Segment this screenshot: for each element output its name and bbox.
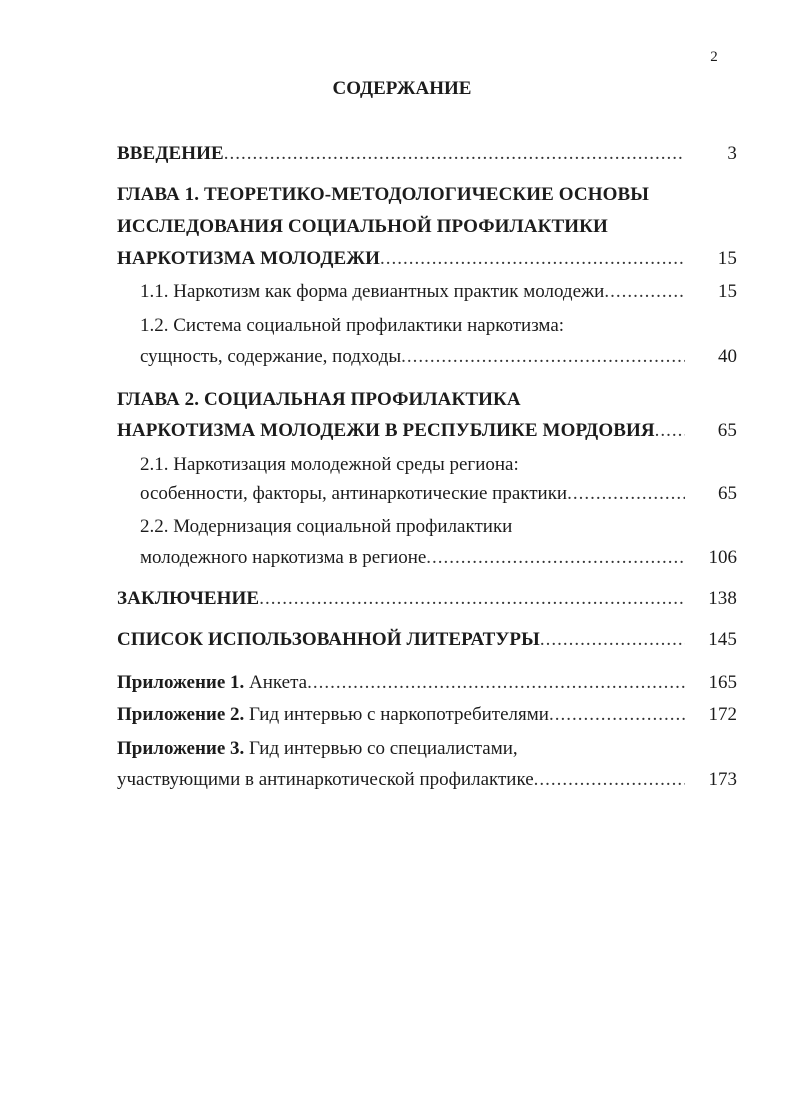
section-1-2-title-line1[interactable]: 1.2. Система социальной профилактики наркотизма:	[140, 315, 565, 336]
toc-entry-label: СПИСОК ИСПОЛЬЗОВАННОЙ ЛИТЕРАТУРЫ	[117, 629, 540, 650]
toc-entry-section-2-2[interactable]	[140, 543, 737, 573]
appendix-title: Гид интервью со специалистами,	[249, 738, 518, 759]
toc-entry-label: ВВЕДЕНИЕ	[117, 143, 224, 164]
dot-leader	[307, 668, 685, 698]
dot-leader	[259, 584, 685, 614]
toc-entry-section-2-1[interactable]	[140, 479, 737, 509]
toc-page-number: 65	[717, 420, 737, 441]
toc-entry-label: НАРКОТИЗМА МОЛОДЕЖИ	[117, 248, 381, 269]
toc-entry-section-1-1[interactable]	[140, 277, 737, 307]
chapter1-title-line1[interactable]: ГЛАВА 1. ТЕОРЕТИКО-МЕТОДОЛОГИЧЕСКИЕ ОСНОВЫ	[117, 184, 650, 205]
toc-page-number: 172	[708, 704, 737, 725]
toc-entry-label: участвующими в антинаркотической профилактике	[117, 769, 534, 790]
dot-leader	[549, 700, 685, 730]
dot-leader	[540, 625, 685, 655]
toc-entry-label: 1.1. Наркотизм как форма девиантных практик молодежи	[140, 281, 605, 302]
toc-entry-label: НАРКОТИЗМА МОЛОДЕЖИ В РЕСПУБЛИКЕ МОРДОВИЯ	[117, 420, 655, 441]
dot-leader	[604, 277, 685, 307]
appendix-3-title-line1[interactable]	[117, 734, 737, 764]
dot-leader	[655, 416, 685, 446]
toc-entry-appendix-3[interactable]	[117, 765, 737, 795]
toc-page-number: 138	[708, 588, 737, 609]
chapter1-title-line2[interactable]: ИССЛЕДОВАНИЯ СОЦИАЛЬНОЙ ПРОФИЛАКТИКИ	[117, 216, 608, 237]
section-2-2-title-line1[interactable]: 2.2. Модернизация социальной профилактики	[140, 516, 513, 537]
toc-entry-section-1-2[interactable]	[140, 342, 737, 372]
toc-entry-intro[interactable]	[117, 139, 737, 169]
toc-page-number: 65	[718, 483, 737, 504]
appendix-title: Гид интервью с наркопотребителями	[249, 704, 549, 725]
appendix-label: Приложение 2.	[117, 704, 245, 725]
page-title: СОДЕРЖАНИЕ	[332, 78, 472, 99]
dot-leader	[401, 342, 685, 372]
toc-page-number: 173	[708, 769, 737, 790]
dot-leader	[567, 479, 685, 509]
toc-entry-chapter2[interactable]	[117, 416, 737, 446]
toc-entry-label: сущность, содержание, подходы	[140, 346, 402, 367]
dot-leader	[380, 244, 685, 274]
section-2-1-title-line1[interactable]: 2.1. Наркотизация молодежной среды региона:	[140, 454, 519, 475]
toc-entry-chapter1[interactable]	[117, 244, 737, 274]
chapter2-title-line1[interactable]: ГЛАВА 2. СОЦИАЛЬНАЯ ПРОФИЛАКТИКА	[117, 389, 521, 410]
page-number: 2	[710, 49, 718, 65]
toc-page-number: 145	[708, 629, 737, 650]
toc-page-number: 40	[718, 346, 737, 367]
toc-entry-appendix-2[interactable]	[117, 700, 737, 730]
dot-leader	[426, 543, 685, 573]
appendix-label: Приложение 3.	[117, 738, 245, 759]
toc-entry-label: ЗАКЛЮЧЕНИЕ	[117, 588, 260, 609]
dot-leader	[224, 139, 685, 169]
toc-entry-conclusion[interactable]	[117, 584, 737, 614]
toc-page-number: 3	[727, 143, 737, 164]
toc-page-number: 106	[708, 547, 737, 568]
toc-entry-label: особенности, факторы, антинаркотические практики	[140, 483, 568, 504]
toc-page-number: 165	[708, 672, 737, 693]
toc-entry-references[interactable]	[117, 625, 737, 655]
toc-entry-appendix-1[interactable]	[117, 668, 737, 698]
toc-page-number: 15	[717, 248, 737, 269]
toc-entry-label: молодежного наркотизма в регионе	[140, 547, 427, 568]
appendix-title: Анкета	[249, 672, 308, 693]
dot-leader	[534, 765, 685, 795]
toc-page-number: 15	[718, 281, 737, 302]
appendix-label: Приложение 1.	[117, 672, 245, 693]
